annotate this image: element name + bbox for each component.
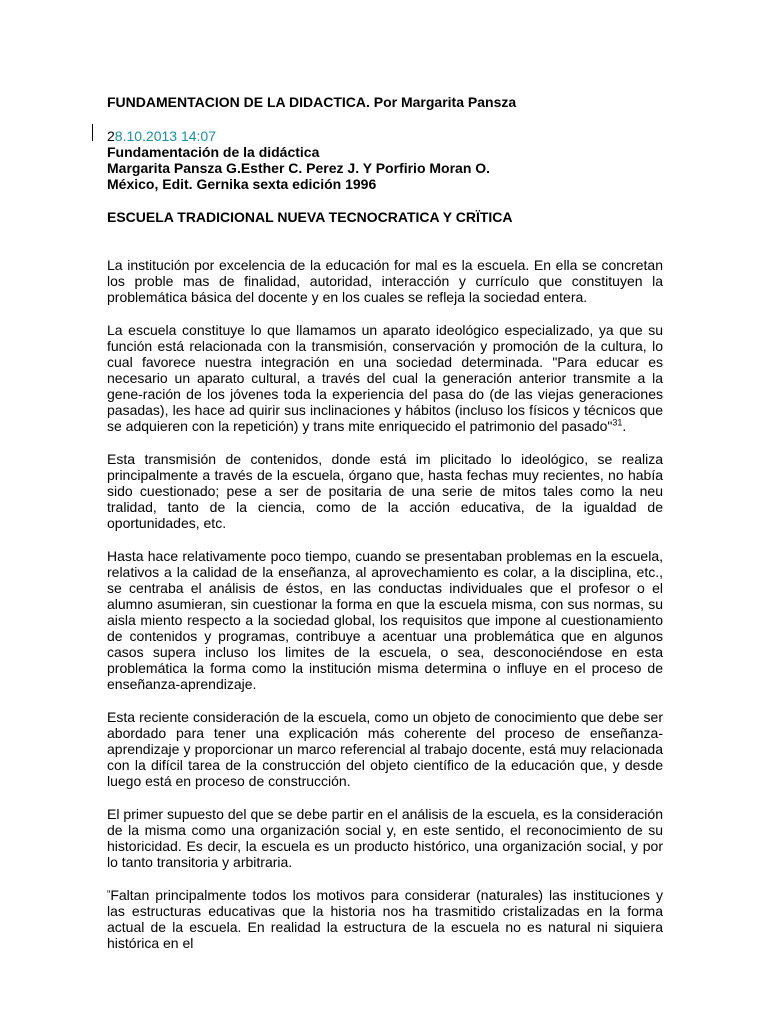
document-publisher: México, Edit. Gernika sexta edición 1996 xyxy=(107,176,377,192)
paragraph-4: Hasta hace relativamente poco tiempo, cuando se presentaban problemas en la escuela, relativos a la calidad de la enseñanza, al aprovechamiento es colar, a la disciplina, etc., se centraba el análisis de éstos, en las conductas individuales que el profesor o el alumno asumieran, sin cuestionar la forma en que la escuela misma, con sus normas, su aisla miento respecto a la sociedad global, los requisitos que impone al cuestionamiento de contenidos y programas, contribuye a acentuar una problemática que en algunos casos supera incluso los limites de la escuela, o sea, desconociéndose en esta problemática la forma como la institución misma determina o influye en el proceso de enseñanza-aprendizaje. xyxy=(107,548,663,692)
open-quote-mark: “ xyxy=(107,889,111,900)
paragraph-2 xyxy=(107,322,663,434)
post-date-first-char: 2 xyxy=(107,128,115,144)
body-paragraphs xyxy=(107,257,663,951)
document-page xyxy=(107,94,663,951)
document-subtitle: Fundamentación de la didáctica xyxy=(107,144,320,160)
footnote-reference: 31 xyxy=(612,417,623,428)
document-title: FUNDAMENTACION DE LA DIDACTICA. Por Margarita Pansza xyxy=(107,94,517,110)
section-title: ESCUELA TRADICIONAL NUEVA TECNOCRATICA Y CRÏTICA xyxy=(107,209,513,225)
paragraph-1: La institución por excelencia de la educación for mal es la escuela. En ella se concretan los proble mas de finalidad, autoridad, interacción y currículo que constituyen la problemática básica del docente y en los cuales se refleja la sociedad entera. xyxy=(107,257,663,305)
post-date-link[interactable]: 8.10.2013 14:07 xyxy=(114,128,217,144)
paragraph-6: El primer supuesto del que se debe partir en el análisis de la escuela, es la consideración de la misma como una organización social y, en este sentido, el reconocimiento de su historicidad. Es decir, la escuela es un producto histórico, una organización social, y por lo tanto transitoria y arbitraria. xyxy=(107,806,663,870)
text-cursor xyxy=(92,124,93,141)
post-date[interactable] xyxy=(107,128,663,144)
document-metadata xyxy=(107,128,663,192)
paragraph-2-end: . xyxy=(622,418,627,434)
quote-paragraph xyxy=(107,887,663,951)
paragraph-2-text: La escuela constituye lo que llamamos un aparato ideológico especializado, ya que su función está relacionada con la transmisión, conservación y promoción de la cultura, lo cual favorece nuestra integración en una sociedad determinada. "Para educar es necesario un aparato cultural, a través del cual la generación anterior transmite a la gene-ración de los jóvenes toda la experiencia del pasa do (de las viejas generaciones pasadas), les hace ad quirir sus inclinaciones y hábitos (incluso los físicos y técnicos que se adquieren con la repetición) y trans mite enriquecido el patrimonio del pasado" xyxy=(107,322,663,434)
quote-text: Faltan principalmente todos los motivos para considerar (naturales) las instituciones y las estructuras educativas que la historia nos ha trasmitido cristalizadas en la forma actual de la escuela. En realidad la estructura de la escuela no es natural ni siquiera histórica en el xyxy=(107,887,663,951)
paragraph-3: Esta transmisión de contenidos, donde está im plicitado lo ideológico, se realiza principalmente a través de la escuela, órgano que, hasta fechas muy recientes, no había sido cuestionado; pese a ser de positaria de una serie de mitos tales como la neu tralidad, tanto de la ciencia, como de la acción educativa, de la igualdad de oportunidades, etc. xyxy=(107,451,663,531)
paragraph-5: Esta reciente consideración de la escuela, como un objeto de conocimiento que debe ser abordado para tener una explicación más coherente del proceso de enseñanza-aprendizaje y proporcionar un marco referencial al trabajo docente, está muy relacionada con la difícil tarea de la construcción del objeto científico de la educación que, y desde luego está en proceso de construcción. xyxy=(107,709,663,789)
document-authors: Margarita Pansza G.Esther C. Perez J. Y Porfirio Moran O. xyxy=(107,160,491,176)
